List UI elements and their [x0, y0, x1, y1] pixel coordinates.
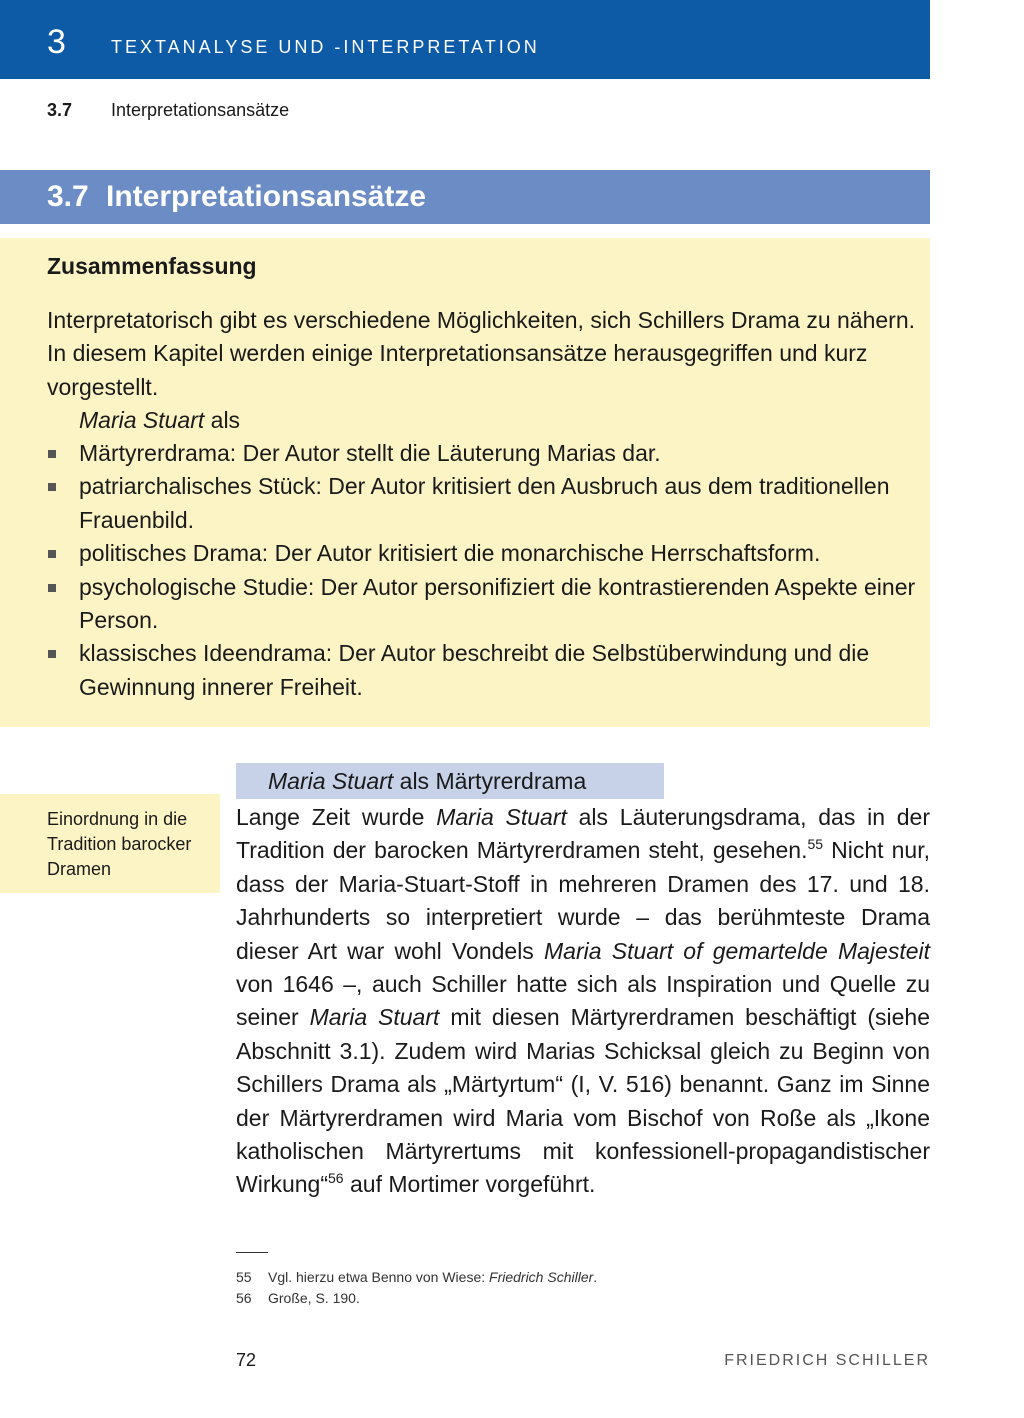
- list-item-text: politisches Drama: Der Autor kritisiert die monarchische Herrschaftsform.: [79, 540, 821, 567]
- margin-note-text: Einordnung in die Tradition barocker Dramen: [47, 809, 192, 879]
- running-footer: FRIEDRICH SCHILLER: [724, 1352, 930, 1369]
- summary-lead: [79, 404, 240, 437]
- body-text-segment: von 1646 –, auch Schiller hatte sich als Inspiration und Quelle zu seiner: [236, 971, 930, 1031]
- square-bullet-icon: [48, 450, 56, 458]
- summary-list: [47, 437, 927, 704]
- section-number: 3.7: [47, 180, 89, 213]
- footnote-divider: [236, 1252, 268, 1253]
- footnote-ref: 56: [328, 1170, 344, 1187]
- list-item-text: klassisches Ideendrama: Der Autor beschreibt die Selbstüberwindung und die Gewinnung innerer Freiheit.: [79, 640, 870, 700]
- work-title: Maria Stuart of gemartelde Majesteit: [544, 937, 930, 964]
- list-item-text: psychologische Studie: Der Autor personifiziert die kontrastierenden Aspekte einer Person.: [79, 573, 916, 634]
- margin-note: [0, 794, 220, 893]
- list-item: [47, 637, 927, 704]
- summary-lead-rest: als: [204, 407, 241, 433]
- work-title: Maria Stuart: [309, 1004, 440, 1031]
- body-text-segment: Nicht nur, dass der Maria-Stuart-Stoff in mehreren Dramen des 17. und 18. Jahrhunderts so interpretiert wurde – das berühmteste Drama dieser Art war wohl Vondels: [236, 837, 931, 964]
- square-bullet-icon: [48, 550, 56, 558]
- list-item-text: patriarchalisches Stück: Der Autor kritisiert den Ausbruch aus dem traditionellen Frauenbild.: [79, 473, 890, 533]
- footnote-number: 56: [236, 1290, 252, 1306]
- subsection-heading-rest: als Märtyrerdrama: [393, 768, 587, 794]
- square-bullet-icon: [48, 650, 56, 658]
- list-item: [47, 537, 927, 570]
- body-text-segment: Lange Zeit wurde: [236, 804, 437, 830]
- chapter-number: 3: [47, 23, 66, 61]
- work-title: Maria Stuart: [436, 804, 567, 830]
- body-text-segment: auf Mortimer vorgeführt.: [343, 1171, 596, 1198]
- body-paragraph: [236, 801, 930, 1202]
- subsection-heading-italic: Maria Stuart: [268, 768, 394, 794]
- summary-lead-italic: Maria Stuart: [79, 407, 205, 433]
- body-text-segment: mit diesen Märtyrerdramen beschäftigt (siehe Abschnitt 3.1). Zudem wird Marias Schicksal gleich zu Beginn von Schillers Drama als „Märtyrtum“ (I, V. 516) benannt. Ganz im Sinne der Märtyrerdramen wird Maria vom Bischof von Roße als „Ikone katholischen Märtyrertums mit konfessionell-propagandistischer Wirkung“: [236, 1004, 930, 1198]
- footnote-ref: 55: [807, 836, 824, 853]
- section-breadcrumb-label: Interpretationsansätze: [111, 100, 290, 120]
- footnote-number: 55: [236, 1269, 252, 1285]
- footnote-after: .: [593, 1269, 598, 1285]
- list-item-text: Märtyrerdrama: Der Autor stellt die Läuterung Marias dar.: [79, 440, 661, 466]
- square-bullet-icon: [48, 483, 56, 491]
- square-bullet-icon: [48, 584, 56, 592]
- subsection-heading: [236, 763, 664, 799]
- summary-intro: Interpretatorisch gibt es verschiedene Möglichkeiten, sich Schillers Drama zu nähern. In diesem Kapitel werden einige Interpretationsansätze herausgegriffen und kurz vorgestellt.: [47, 307, 916, 400]
- section-header: [0, 170, 930, 224]
- summary-box: [0, 238, 930, 727]
- footnote-italic: Friedrich Schiller: [489, 1269, 594, 1285]
- page-number: 72: [236, 1350, 257, 1370]
- body-text-segment: als Läuterungsdrama, das in der Tradition der barocken Märtyrerdramen steht, gesehen.: [236, 804, 930, 864]
- chapter-title: TEXTANALYSE UND -INTERPRETATION: [111, 37, 540, 57]
- section-breadcrumb-number: 3.7: [47, 100, 73, 120]
- footnote-text: Vgl. hierzu etwa Benno von Wiese:: [268, 1269, 490, 1285]
- list-item: [47, 437, 927, 470]
- list-item: [47, 470, 927, 537]
- section-title: Interpretationsansätze: [106, 180, 427, 213]
- summary-heading: Zusammenfassung: [47, 253, 257, 279]
- footnote-text: Große, S. 190.: [268, 1290, 360, 1306]
- list-item: [47, 571, 927, 638]
- chapter-header-bar: [0, 0, 930, 79]
